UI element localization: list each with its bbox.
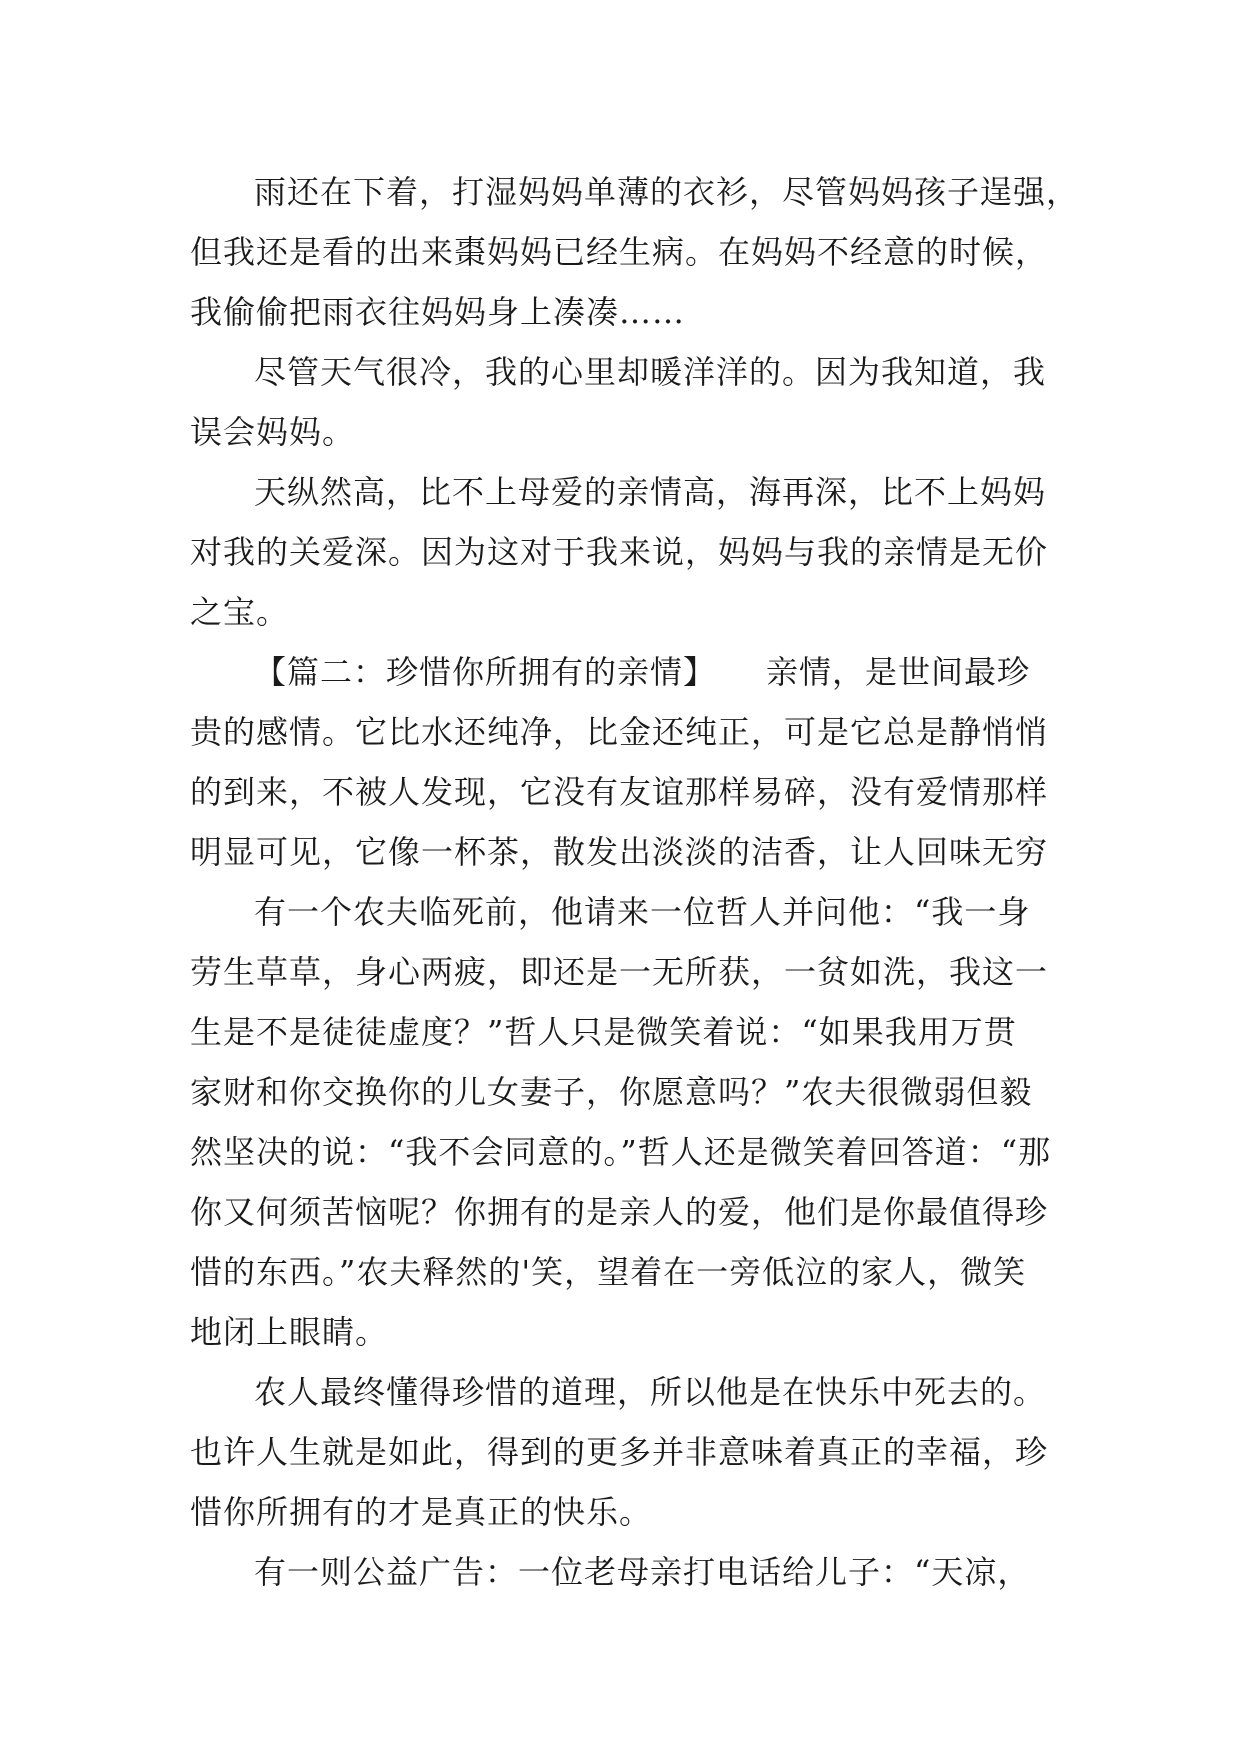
text-line: 有一个农夫临死前，他请来一位哲人并问他：“我一身 <box>254 893 1031 931</box>
text-line: 对我的关爱深。因为这对于我来说，妈妈与我的亲情是无价 <box>190 533 1049 571</box>
text-line: 惜的东西。”农夫释然的'笑，望着在一旁低泣的家人，微笑 <box>190 1253 1027 1291</box>
text-line: 农人最终懂得珍惜的道理，所以他是在快乐中死去的。 <box>254 1373 1047 1411</box>
text-line: 之宝。 <box>190 593 290 631</box>
text-line: 的到来，不被人发现，它没有友谊那样易碎，没有爱情那样 <box>190 773 1049 811</box>
document-body <box>190 162 1080 1602</box>
text-line: 也许人生就是如此，得到的更多并非意味着真正的幸福，珍 <box>190 1433 1049 1471</box>
text-line: 你又何须苦恼呢？你拥有的是亲人的爱，他们是你最值得珍 <box>190 1193 1049 1231</box>
text-line: 劳生草草，身心两疲，即还是一无所获，一贫如洗，我这一 <box>190 953 1049 991</box>
text-line: 地闭上眼睛。 <box>190 1313 389 1351</box>
text-line: 明显可见，它像一杯茶，散发出淡淡的洁香，让人回味无穷 <box>190 833 1049 871</box>
text-line: 天纵然高，比不上母爱的亲情高，海再深，比不上妈妈 <box>254 473 1047 511</box>
text-line: 家财和你交换你的儿女妻子，你愿意吗？”农夫很微弱但毅 <box>190 1073 1033 1111</box>
text-line: 尽管天气很冷，我的心里却暖洋洋的。因为我知道，我 <box>254 353 1047 391</box>
text-line: 误会妈妈。 <box>190 413 356 451</box>
text-line: 贵的感情。它比水还纯净，比金还纯正，可是它总是静悄悄 <box>190 713 1049 751</box>
text-line: 我偷偷把雨衣往妈妈身上凑凑…… <box>190 293 686 331</box>
text-line: 然坚决的说：“我不会同意的。”哲人还是微笑着回答道：“那 <box>190 1133 1052 1171</box>
text-line: 惜你所拥有的才是真正的快乐。 <box>190 1493 653 1531</box>
text-line: 雨还在下着，打湿妈妈单薄的衣衫，尽管妈妈孩子逞强， <box>254 173 1080 211</box>
text-line: 但我还是看的出来棗妈妈已经生病。在妈妈不经意的时候， <box>190 233 1049 271</box>
section-heading-line: 【篇二：珍惜你所拥有的亲情】 亲情，是世间最珍 <box>254 653 1031 691</box>
text-line: 生是不是徒徒虚度？”哲人只是微笑着说：“如果我用万贯 <box>190 1013 1017 1051</box>
text-line: 有一则公益广告：一位老母亲打电话给儿子：“天凉， <box>254 1553 1031 1591</box>
